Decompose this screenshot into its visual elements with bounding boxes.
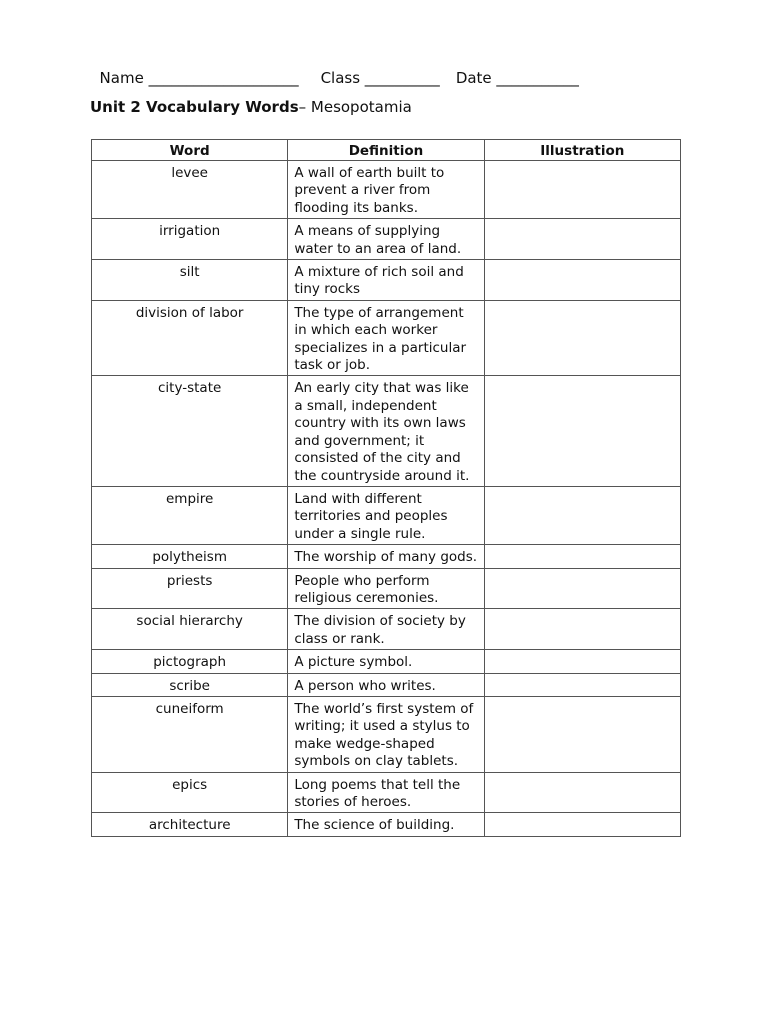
illustration-cell[interactable] — [484, 376, 680, 486]
vocab-definition: A wall of earth built to prevent a river from flooding its banks. — [288, 161, 484, 219]
vocab-definition: Land with different territories and peoples under a single rule. — [288, 486, 484, 544]
table-row — [92, 161, 681, 219]
vocab-definition: A picture symbol. — [288, 650, 484, 673]
vocab-word: social hierarchy — [92, 609, 288, 650]
table-row — [92, 609, 681, 650]
table-row — [92, 772, 681, 813]
illustration-cell[interactable] — [484, 813, 680, 836]
vocabulary-table-body — [92, 161, 681, 837]
illustration-cell[interactable] — [484, 609, 680, 650]
vocab-word: levee — [92, 161, 288, 219]
vocab-word: architecture — [92, 813, 288, 836]
table-row — [92, 260, 681, 301]
date-field-label[interactable]: Date ___________ — [455, 69, 579, 87]
column-header-illustration: Illustration — [484, 140, 680, 161]
vocab-word: division of labor — [92, 300, 288, 376]
table-row — [92, 568, 681, 609]
illustration-cell[interactable] — [484, 486, 680, 544]
vocab-word: scribe — [92, 673, 288, 696]
title-subject: – Mesopotamia — [298, 98, 412, 116]
vocab-definition: An early city that was like a small, independent country with its own laws and government; it consisted of the city and the countryside around it. — [288, 376, 484, 486]
vocab-word: polytheism — [92, 545, 288, 568]
vocab-word: silt — [92, 260, 288, 301]
name-field-label[interactable]: Name ____________________ — [99, 69, 299, 87]
illustration-cell[interactable] — [484, 772, 680, 813]
vocab-definition: A means of supplying water to an area of land. — [288, 219, 484, 260]
vocab-word: priests — [92, 568, 288, 609]
illustration-cell[interactable] — [484, 568, 680, 609]
illustration-cell[interactable] — [484, 161, 680, 219]
vocab-word: empire — [92, 486, 288, 544]
vocab-definition: The science of building. — [288, 813, 484, 836]
vocab-word: epics — [92, 772, 288, 813]
table-row — [92, 673, 681, 696]
table-row — [92, 650, 681, 673]
vocab-definition: Long poems that tell the stories of heroes. — [288, 772, 484, 813]
table-row — [92, 813, 681, 836]
illustration-cell[interactable] — [484, 300, 680, 376]
table-header-row — [92, 140, 681, 161]
page-title — [90, 98, 412, 116]
vocab-definition: A person who writes. — [288, 673, 484, 696]
illustration-cell[interactable] — [484, 545, 680, 568]
vocab-definition: The division of society by class or rank. — [288, 609, 484, 650]
illustration-cell[interactable] — [484, 650, 680, 673]
vocab-definition: A mixture of rich soil and tiny rocks — [288, 260, 484, 301]
vocab-word: city-state — [92, 376, 288, 486]
table-row — [92, 696, 681, 772]
vocab-definition: The world’s first system of writing; it used a stylus to make wedge-shaped symbols on clay tablets. — [288, 696, 484, 772]
table-row — [92, 219, 681, 260]
vocab-word: cuneiform — [92, 696, 288, 772]
table-row — [92, 545, 681, 568]
vocab-word: irrigation — [92, 219, 288, 260]
table-row — [92, 300, 681, 376]
table-row — [92, 486, 681, 544]
title-main: Unit 2 Vocabulary Words — [90, 98, 299, 116]
vocab-definition: People who perform religious ceremonies. — [288, 568, 484, 609]
illustration-cell[interactable] — [484, 673, 680, 696]
column-header-definition: Definition — [288, 140, 484, 161]
vocabulary-table — [91, 139, 681, 837]
table-row — [92, 376, 681, 486]
vocab-word: pictograph — [92, 650, 288, 673]
column-header-word: Word — [92, 140, 288, 161]
illustration-cell[interactable] — [484, 696, 680, 772]
vocab-definition: The type of arrangement in which each worker specializes in a particular task or job. — [288, 300, 484, 376]
class-field-label[interactable]: Class __________ — [320, 69, 440, 87]
illustration-cell[interactable] — [484, 260, 680, 301]
illustration-cell[interactable] — [484, 219, 680, 260]
worksheet-header — [90, 51, 579, 87]
vocab-definition: The worship of many gods. — [288, 545, 484, 568]
